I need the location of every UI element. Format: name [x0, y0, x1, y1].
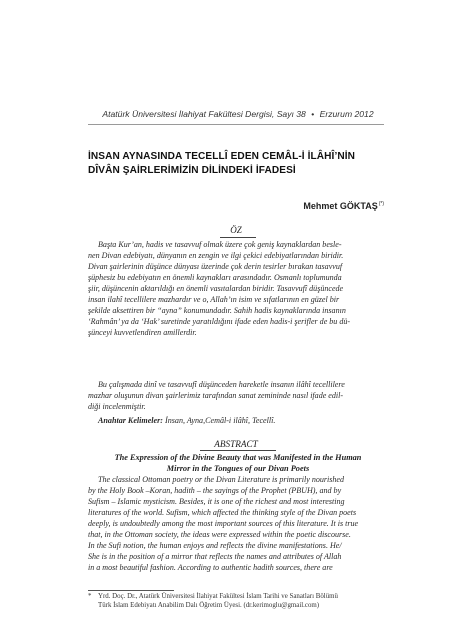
text-line: mazhar oluşunun divan şairlerimiz tarafından sanat zemininde nasıl ifade edil- — [88, 390, 344, 400]
issue-date: Erzurum 2012 — [319, 109, 374, 119]
text-line: The classical Ottoman poetry or the Divan Literature is primarily nourished — [98, 475, 345, 484]
running-header — [88, 109, 388, 119]
header-separator: • — [311, 109, 315, 119]
text-line: Sufism – Islamic mysticism. Besides, it is one of the richest and most interesting — [88, 496, 345, 506]
footnote-line: Türk İslam Edebiyatı Anabilim Dalı Öğretim Üyesi. (dr.kerimoglu@gmail.com) — [98, 602, 320, 610]
journal-name: Atatürk Üniversitesi İlahiyat Fakültesi Dergisi, Sayı 38 — [102, 109, 306, 119]
author-name: Mehmet GÖKTAŞ — [303, 201, 378, 211]
turkish-abstract-paragraph-1 — [88, 240, 388, 338]
text-line: Divan şairlerinin düşünce dünyası üzerinde çok derin tesirler bırakan tasavvuf — [88, 261, 343, 271]
english-title-line: Mirror in the Tongues of our Divan Poets — [166, 463, 310, 473]
author-footnote — [88, 592, 388, 610]
footnote-line: Yrd. Doç. Dr., Atatürk Üniversitesi İlahiyat Fakültesi İslam Tarihi ve Sanatları Bölümü — [98, 593, 338, 600]
text-line: that, in the Ottoman society, the ideas were expressed within the poetic discourse. — [88, 529, 351, 539]
turkish-abstract-paragraph-2 — [88, 380, 388, 413]
oz-underline — [220, 237, 256, 238]
english-title — [88, 453, 388, 474]
keywords-label: Anahtar Kelimeler: — [98, 416, 163, 425]
text-line: diği incelenmiştir. — [88, 401, 146, 411]
text-line: by the Holy Book –Koran, hadith – the sayings of the Prophet (PBUH), and by — [88, 485, 342, 495]
english-title-line: The Expression of the Divine Beauty that was Manifested in the Human — [114, 453, 362, 462]
english-abstract-paragraph — [88, 475, 388, 573]
author-byline — [303, 201, 384, 211]
author-footnote-mark: (*) — [378, 201, 384, 207]
text-line: In the Sufi notion, the human enjoys and reflects the divine manifestations. He/ — [88, 540, 342, 550]
text-line: şünceyi kuvvetlendiren amillerdir. — [88, 327, 197, 337]
title-line: DÎVÂN ŞAİRLERİMİZİN DİLİNDEKİ İFADESİ — [88, 165, 296, 176]
header-rule — [88, 124, 384, 125]
text-line: deeply, is undoubtedly among the most important sources of this literature. It is true — [88, 518, 359, 528]
abstract-heading: ABSTRACT — [214, 439, 258, 449]
text-line: ‘Rahmân’ ya da ‘Hak’ suretinde yaratıldığını ifade eden hadis-i şerifler de bu dü- — [88, 316, 351, 326]
text-line: Bu çalışmada dinî ve tasavvufî düşünceden hareketle insanın ilâhî tecellilere — [98, 380, 345, 389]
keywords-text: İnsan, Ayna,Cemâl-i ilâhî, Tecellî. — [165, 416, 276, 425]
text-line: She is in the position of a mirror that reflects the names and attributes of Allah — [88, 551, 342, 561]
article-title — [88, 150, 388, 178]
keywords — [98, 416, 388, 425]
text-line: şekilde aksettiren bir “ayna” konumundadır. Sahih hadis kaynaklarında insanın — [88, 305, 346, 315]
text-line: insan ilahî tecellilere mazhardır ve o, Allah’ın isim ve sıfatlarının en güzel bir — [88, 294, 340, 304]
text-line: Başta Kur’an, hadis ve tasavvuf olmak üzere çok geniş kaynaklardan besle- — [98, 240, 342, 249]
text-line: şiir, düşüncenin aktarıldığı en önemli vasıtalardan biridir. Tasavvufî düşüncede — [88, 283, 344, 293]
abstract-underline — [200, 450, 276, 451]
oz-heading: ÖZ — [230, 225, 242, 235]
text-line: şüphesiz bu edebiyatın en önemli kaynakları arasındadır. Osmanlı toplumunda — [88, 272, 342, 282]
text-line: nen Divan edebiyatı, dünyanın en zengin ve ilgi çekici edebiyatlarından biridir. — [88, 250, 344, 260]
footnote-rule — [88, 590, 174, 591]
text-line: literatures of the world. Sufism, which affected the thinking style of the Divan poets — [88, 507, 357, 517]
title-line: İNSAN AYNASINDA TECELLÎ EDEN CEMÂL-İ İLÂHÎ’NİN — [88, 151, 356, 162]
footnote-mark: * — [88, 593, 92, 600]
text-line: in a most beautiful fashion. According to authentic hadith sources, there are — [88, 562, 333, 572]
